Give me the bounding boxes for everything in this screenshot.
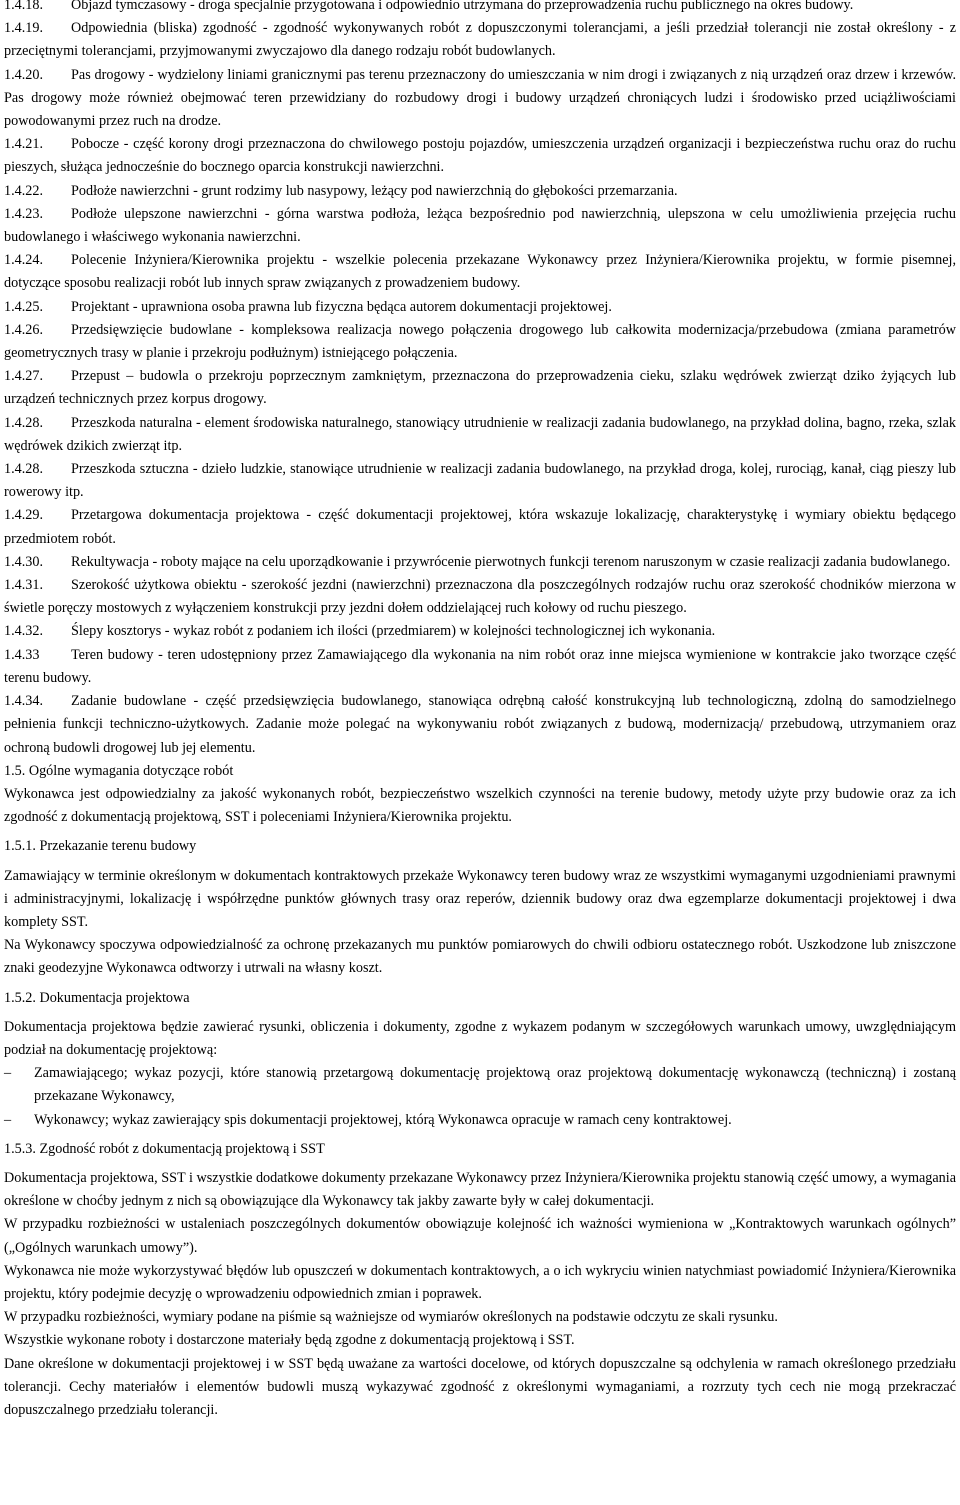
dash-bullet: – — [4, 1111, 12, 1128]
definition-text: Przeszkoda sztuczna - dzieło ludzkie, stanowiące utrudnienie w realizacji zadania budowlanego, na przykład droga, kolej, rurociąg, kanał, ciąg pieszy lub rowerowy itp. — [4, 461, 956, 501]
definition-text: Projektant - uprawniona osoba prawna lub fizyczna będąca autorem dokumentacji projektowej. — [71, 298, 612, 315]
definition-text: Pas drogowy - wydzielony liniami granicznymi pas terenu przeznaczony do umieszczania w nim drogi i związanych z nią urządzeń oraz drzew i krzewów. Pas drogowy może również obejmować teren przewidziany do rozbudowy drogi i budowy urządzeń chroniących ludzi i środowisko przed uciążliwościami powodowanymi przez ruch na drodze. — [4, 66, 956, 130]
definition-item — [4, 17, 956, 63]
section-heading-1-5-3: 1.5.3. Zgodność robót z dokumentacją projektową i SST — [4, 1140, 325, 1157]
definition-text: Przepust – budowla o przekroju poprzecznym zamkniętym, przeznaczona do przeprowadzenia cieku, szlaku wędrówek zwierząt dziko żyjących lub urządzeń technicznych przez korpus drogowy. — [4, 368, 956, 408]
definition-item — [4, 203, 956, 249]
definition-text: Rekultywacja - roboty mające na celu uporządkowanie i przywrócenie pierwotnych funkcji terenom naruszonym w czasie realizacji zadania budowlanego. — [71, 553, 951, 570]
definition-number: 1.4.25. — [4, 298, 44, 315]
list-item — [4, 1109, 956, 1132]
section-1-5-3-paragraph-4: W przypadku rozbieżności, wymiary podane na piśmie są ważniejsze od wymiarów określonych na podstawie odczytu ze skali rysunku. — [4, 1309, 778, 1326]
definition-text: Objazd tymczasowy - droga specjalnie przygotowana i odpowiednio utrzymana do przeprowadzenia ruchu publicznego na okres budowy. — [71, 0, 854, 13]
definition-item — [4, 249, 956, 295]
definition-text: Teren budowy - teren udostępniony przez Zamawiającego dla wykonania na nim robót oraz inne miejsca wymienione w kontrakcie jako tworzące część terenu budowy. — [4, 646, 956, 686]
definition-item — [4, 504, 956, 550]
definition-number: 1.4.22. — [4, 182, 44, 199]
definition-number: 1.4.19. — [4, 20, 44, 37]
section-heading-1-5: 1.5. Ogólne wymagania dotyczące robót — [4, 762, 234, 779]
definition-item — [4, 365, 956, 411]
section-1-5-1-paragraph-1: Zamawiający w terminie określonym w dokumentach kontraktowych przekaże Wykonawcy teren budowy wraz ze wszystkimi wymaganymi uzgodnieniami prawnymi i administracyjnymi, lokalizację i współrzędne punktów głównych trasy oraz reperów, dziennik budowy oraz dwa egzemplarze dokumentacji projektowej i dwa komplety SST. — [4, 867, 956, 930]
definition-number: 1.4.31. — [4, 577, 44, 594]
list-item — [4, 1062, 956, 1108]
definitions-list — [4, 0, 956, 760]
definition-item — [4, 412, 956, 458]
definition-number: 1.4.34. — [4, 693, 44, 710]
dash-bullet: – — [4, 1065, 12, 1082]
definition-item — [4, 296, 956, 319]
definition-item — [4, 551, 956, 574]
definition-number: 1.4.28. — [4, 414, 44, 431]
definition-number: 1.4.24. — [4, 252, 44, 269]
definition-item — [4, 0, 956, 17]
definition-item — [4, 644, 956, 690]
definition-item — [4, 458, 956, 504]
definition-number: 1.4.23. — [4, 205, 44, 222]
definition-item — [4, 690, 956, 760]
definition-text: Podłoże nawierzchni - grunt rodzimy lub nasypowy, leżący pod nawierzchnią do głębokości przemarzania. — [71, 182, 678, 199]
definition-number: 1.4.28. — [4, 461, 44, 478]
definition-text: Odpowiednia (bliska) zgodność - zgodność wykonywanych robót z dopuszczonymi tolerancjami, a jeśli przedział tolerancji nie został określony - z przeciętnymi tolerancjami, przyjmowanymi zwyczajowo dla danego rodzaju robót budowlanych. — [4, 20, 956, 60]
list-item-text: Wykonawcy; wykaz zawierający spis dokumentacji projektowej, którą Wykonawca opracuje w ramach ceny kontraktowej. — [34, 1111, 732, 1128]
list-item-text: Zamawiającego; wykaz pozycji, które stanowią przetargową dokumentację projektową oraz projektową dokumentację wykonawczą (techniczną) i zostaną przekazane Wykonawcy, — [34, 1065, 956, 1105]
section-1-5-paragraph: Wykonawca jest odpowiedzialny za jakość wykonanych robót, bezpieczeństwo wszelkich czynności na terenie budowy, metody użyte przy budowie oraz za ich zgodność z dokumentacją projektową, SST i poleceniami Inżyniera/Kierownika projektu. — [4, 785, 956, 826]
section-1-5-3-paragraph-5: Wszystkie wykonane roboty i dostarczone materiały będą zgodne z dokumentacją projektową i SST. — [4, 1332, 575, 1349]
definition-number: 1.4.29. — [4, 507, 44, 524]
definition-text: Podłoże ulepszone nawierzchni - górna warstwa podłoża, leżąca bezpośrednio pod nawierzchnią, ulepszona w celu umożliwienia przejęcia ruchu budowlanego i właściwego wykonania nawierzchni. — [4, 205, 956, 246]
definition-text: Ślepy kosztorys - wykaz robót z podaniem ich ilości (przedmiarem) w kolejności technologicznej ich wykonania. — [71, 623, 716, 640]
definition-item — [4, 319, 956, 365]
definition-number: 1.4.27. — [4, 368, 44, 385]
section-1-5-3-paragraph-1: Dokumentacja projektowa, SST i wszystkie dodatkowe dokumenty przekazane Wykonawcy przez Inżyniera/Kierownika projektu stanowią część umowy, a wymagania określone w choćby jednym z nich są obowiązujące dla Wykonawcy tak jakby zawarte były w całej dokumentacji. — [4, 1169, 956, 1210]
definition-item — [4, 64, 956, 134]
definition-item — [4, 133, 956, 179]
section-heading-1-5-1: 1.5.1. Przekazanie terenu budowy — [4, 838, 197, 855]
definition-text: Pobocze - część korony drogi przeznaczona do chwilowego postoju pojazdów, umieszczenia urządzeń organizacji i bezpieczeństwa ruchu oraz do ruchu pieszych, służąca jednocześnie do bocznego oparcia konstrukcji nawierzchni. — [4, 136, 956, 176]
section-1-5-2-paragraph-1: Dokumentacja projektowa będzie zawierać rysunki, obliczenia i dokumenty, zgodne z wykazem podanym w szczegółowych warunkach umowy, uwzględniającym podział na dokumentację projektową: — [4, 1018, 956, 1058]
definition-number: 1.4.18. — [4, 0, 44, 13]
definition-item — [4, 574, 956, 620]
section-1-5-3-paragraph-6: Dane określone w dokumentacji projektowej i w SST będą uważane za wartości docelowe, od których dopuszczalne są odchylenia w ramach określonego przedziału tolerancji. Cechy materiałów i elementów budowli muszą wykazywać zgodność z określonymi wymaganiami, a rozrzuty tych cech nie mogą przekraczać dopuszczalnego przedziału tolerancji. — [4, 1355, 956, 1418]
section-1-5-3-paragraph-2: W przypadku rozbieżności w ustaleniach poszczególnych dokumentów obowiązuje kolejność ich ważności wymieniona w „Kontraktowych warunkach ogólnych” („Ogólnych warunkach umowy”). — [4, 1216, 956, 1256]
definition-item — [4, 180, 956, 203]
definition-text: Polecenie Inżyniera/Kierownika projektu - wszelkie polecenia przekazane Wykonawcy przez Inżyniera/Kierownika projektu, w formie pisemnej, dotyczące sposobu realizacji robót lub innych spraw związanych z prowadzeniem budowy. — [4, 252, 956, 292]
definition-number: 1.4.32. — [4, 623, 44, 640]
definition-number: 1.4.26. — [4, 321, 44, 338]
section-1-5-3-paragraph-3: Wykonawca nie może wykorzystywać błędów lub opuszczeń w dokumentach kontraktowych, a o ich wykryciu winien natychmiast powiadomić Inżyniera/Kierownika projektu, który podejmie decyzję o wprowadzeniu odpowiednich zmian i poprawek. — [4, 1262, 956, 1302]
definition-number: 1.4.33 — [4, 646, 40, 663]
definition-text: Przetargowa dokumentacja projektowa - część dokumentacji projektowej, która wskazuje lokalizację, charakterystykę i wymiary obiektu będącego przedmiotem robót. — [4, 507, 956, 547]
definition-text: Zadanie budowlane - część przedsięwzięcia budowlanego, stanowiąca odrębną całość konstrukcyjną lub technologiczną, zdolną do samodzielnego pełnienia funkcji techniczno-użytkowych. Zadanie może polegać na wykonywaniu robót związanych z budową, modernizacją/ przebudową, utrzymaniem oraz ochroną budowli drogowej lub jej elementu. — [4, 693, 956, 756]
definition-number: 1.4.30. — [4, 553, 44, 570]
definition-text: Przedsięwzięcie budowlane - kompleksowa realizacja nowego połączenia drogowego lub całkowita modernizacja/przebudowa (zmiana parametrów geometrycznych trasy w planie i przekroju podłużnym) istniejącego połączenia. — [4, 321, 956, 362]
definition-number: 1.4.21. — [4, 136, 44, 153]
definition-text: Przeszkoda naturalna - element środowiska naturalnego, stanowiący utrudnienie w realizacji zadania budowlanego, na przykład dolina, bagno, rzeka, szlak wędrówek dzikich zwierząt itp. — [4, 414, 956, 454]
section-1-5-1-paragraph-2: Na Wykonawcy spoczywa odpowiedzialność za ochronę przekazanych mu punktów pomiarowych do chwili odbioru ostatecznego robót. Uszkodzone lub zniszczone znaki geodezyjne Wykonawca odtworzy i utrwali na własny koszt. — [4, 937, 956, 977]
documentation-type-list — [4, 1062, 956, 1132]
definition-number: 1.4.20. — [4, 66, 44, 83]
definition-item — [4, 620, 956, 643]
definition-text: Szerokość użytkowa obiektu - szerokość jezdni (nawierzchni) przeznaczona dla poszczególnych rodzajów ruchu oraz szerokość chodników mierzona w świetle poręczy mostowych z wyłączeniem konstrukcji przy jezdni dołem oddzielającej ruch kołowy od ruchu pieszego. — [4, 577, 956, 617]
section-heading-1-5-2: 1.5.2. Dokumentacja projektowa — [4, 989, 190, 1006]
